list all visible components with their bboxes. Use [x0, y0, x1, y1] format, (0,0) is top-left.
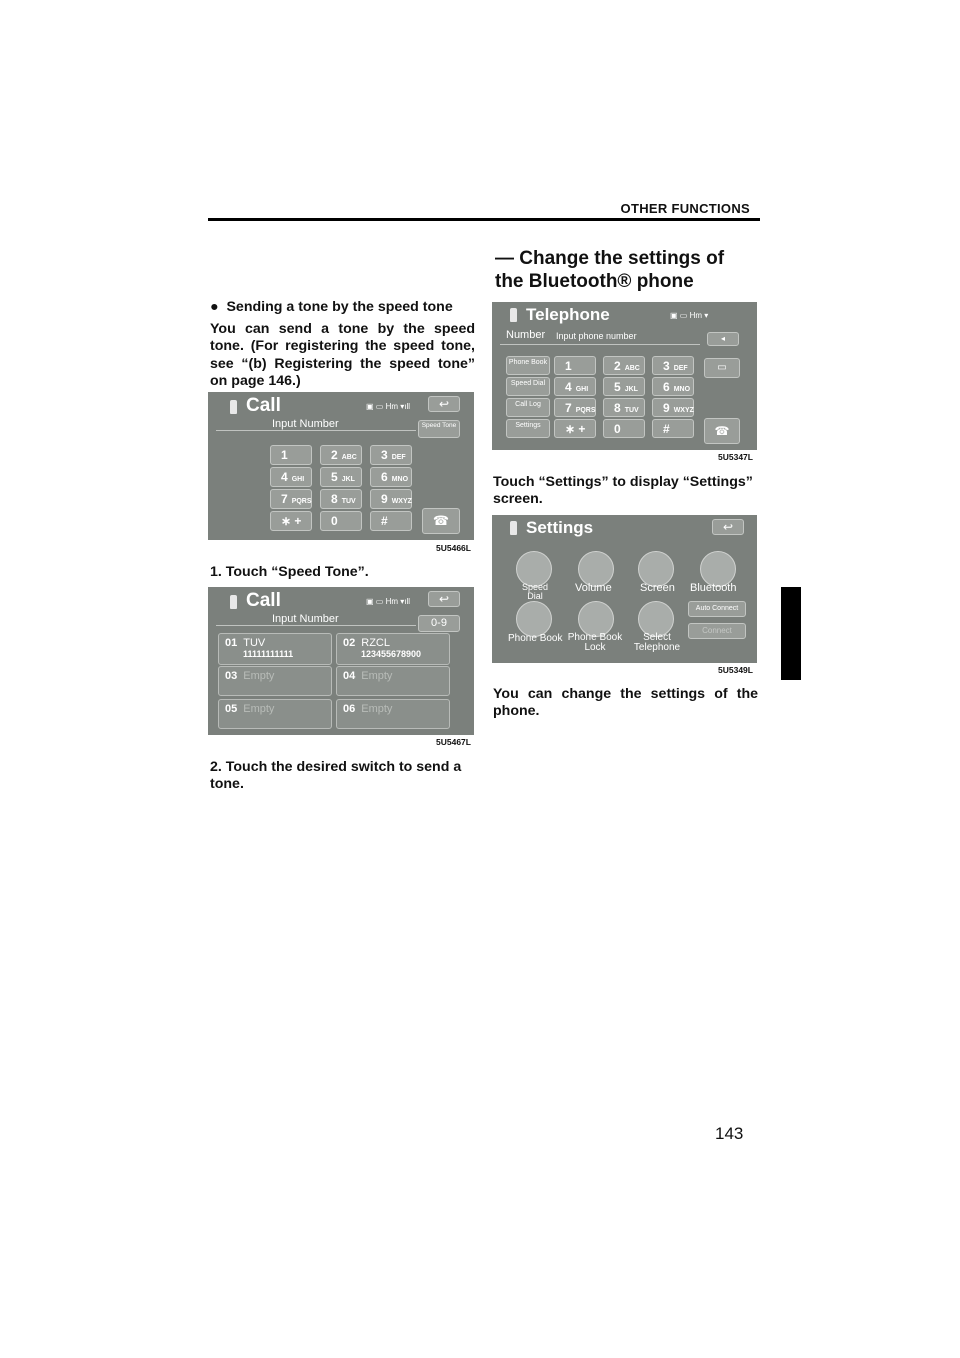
slot-tone-number: 123455678900: [361, 649, 422, 659]
key-digit: 6: [663, 380, 670, 394]
key-12[interactable]: [652, 419, 694, 438]
key-7[interactable]: [554, 398, 596, 417]
key-digit: 5: [331, 470, 338, 484]
key-8[interactable]: [603, 398, 645, 417]
back-arrow-icon: ↩: [722, 520, 734, 534]
speed-tone-slot-06[interactable]: [336, 699, 450, 729]
slot-number: 05: [225, 703, 238, 715]
window-button[interactable]: [704, 358, 740, 378]
section-heading: — Change the settings of the Bluetooth® phone: [495, 248, 725, 292]
key-digit: 8: [614, 401, 621, 415]
key-digit: 9: [381, 492, 388, 506]
speed-tone-slot-02[interactable]: [336, 633, 450, 665]
key-digit: 0: [614, 422, 621, 436]
key-5[interactable]: [603, 377, 645, 396]
key-3[interactable]: [652, 356, 694, 375]
key-letters: PQRS: [291, 498, 312, 505]
key-digit: 7: [565, 401, 572, 415]
status-icons: ▣ ▭ Hm ▾: [670, 311, 709, 320]
key-digit: 4: [281, 470, 288, 484]
slot-name: Empty: [243, 703, 275, 715]
key-letters: MNO: [673, 386, 691, 393]
slot-number: 06: [343, 703, 356, 715]
figure-code: 5U5349L: [715, 665, 756, 676]
slot-number: 01: [225, 637, 238, 649]
input-number-label: Input Number: [272, 418, 339, 430]
handset-icon: ☎: [714, 424, 730, 438]
phone-book-label: Phone Book: [508, 633, 563, 644]
key-10[interactable]: [554, 419, 596, 438]
key-11[interactable]: [320, 511, 362, 531]
auto-connect-button[interactable]: Auto Connect: [688, 601, 746, 617]
figure-code: 5U5466L: [433, 543, 474, 554]
menu-item-4[interactable]: Settings: [506, 419, 550, 438]
key-digit: 6: [381, 470, 388, 484]
key-digit: 4: [565, 380, 572, 394]
handset-icon: ☎: [432, 513, 450, 528]
speed-tone-slot-03[interactable]: [218, 666, 332, 696]
key-7[interactable]: [270, 489, 312, 509]
back-arrow-icon: ↩: [438, 592, 450, 606]
screen-title: Call: [246, 395, 281, 416]
phone-icon: [230, 400, 237, 414]
step-2: 2. Touch the desired switch to send a tone.: [210, 759, 462, 793]
key-10[interactable]: [270, 511, 312, 531]
key-9[interactable]: [370, 489, 412, 509]
key-letters: JKL: [624, 386, 638, 393]
call-screen-keypad: [208, 392, 474, 540]
change-settings-text: You can change the settings of the phone.: [493, 686, 758, 720]
key-digit: 2: [331, 448, 338, 462]
settings-screen: [492, 515, 757, 663]
bullet-icon: ●: [210, 299, 219, 315]
key-letters: MNO: [391, 476, 409, 483]
key-digit: 1: [281, 448, 288, 462]
touch-settings-text: Touch “Settings” to display “Settings” screen.: [493, 474, 753, 508]
key-12[interactable]: [370, 511, 412, 531]
hangup-button[interactable]: [704, 418, 740, 444]
phone-book-lock-label: Phone Book Lock: [567, 632, 623, 653]
speed-tone-button[interactable]: Speed Tone: [418, 420, 460, 438]
phone-icon: [510, 521, 517, 535]
key-1[interactable]: [554, 356, 596, 375]
menu-item-2[interactable]: Speed Dial: [506, 377, 550, 396]
menu-item-3[interactable]: Call Log: [506, 398, 550, 417]
key-letters: GHI: [291, 476, 305, 483]
step-1: 1. Touch “Speed Tone”.: [210, 564, 369, 580]
phone-book-icon[interactable]: [516, 601, 552, 637]
speed-tone-slot-04[interactable]: [336, 666, 450, 696]
input-line: [216, 625, 416, 626]
key-9[interactable]: [652, 398, 694, 417]
screen-label: Screen: [640, 582, 675, 594]
slot-number: 03: [225, 670, 238, 682]
key-6[interactable]: [652, 377, 694, 396]
screen-title: Call: [246, 590, 281, 611]
range-button[interactable]: 0-9: [418, 615, 460, 632]
key-4[interactable]: [554, 377, 596, 396]
slot-number: 04: [343, 670, 356, 682]
key-digit: 3: [381, 448, 388, 462]
menu-item-1[interactable]: Phone Book: [506, 356, 550, 375]
key-digit: 1: [565, 359, 572, 373]
key-letters: WXYZ: [391, 498, 412, 505]
left-arrow-icon: ◂: [720, 334, 725, 343]
slot-name: Empty: [361, 703, 393, 715]
key-letters: ABC: [341, 454, 357, 461]
key-4[interactable]: [270, 467, 312, 487]
key-11[interactable]: [603, 419, 645, 438]
key-6[interactable]: [370, 467, 412, 487]
slot-name: TUV: [243, 637, 266, 649]
key-letters: TUV: [624, 407, 639, 414]
page-number: 143: [715, 1124, 744, 1143]
key-digit: ∗ +: [281, 514, 302, 528]
window-icon: ▭: [717, 362, 727, 373]
slot-name: RZCL: [361, 637, 390, 649]
key-letters: GHI: [575, 386, 589, 393]
input-line: [500, 344, 700, 345]
number-label: Number: [506, 329, 546, 341]
connect-button[interactable]: Connect: [688, 623, 746, 639]
speed-dial-label: Speed Dial: [521, 582, 549, 601]
intro-text: You can send a tone by the speed tone. (For registering the speed tone, see “(b) Registering the speed tone” on page 146.): [210, 321, 475, 390]
speed-tone-slot-05[interactable]: [218, 699, 332, 729]
phone-icon: [230, 595, 237, 609]
volume-label: Volume: [575, 582, 612, 594]
key-digit: 0: [331, 514, 338, 528]
key-2[interactable]: [603, 356, 645, 375]
telephone-screen: [492, 302, 757, 450]
key-digit: 3: [663, 359, 670, 373]
key-1[interactable]: [270, 445, 312, 465]
backspace-button[interactable]: [707, 332, 739, 346]
phone-icon: [510, 308, 517, 322]
key-digit: ∗ +: [565, 422, 586, 436]
chapter-tab: [781, 587, 801, 680]
input-phone-number-label: Input phone number: [556, 331, 637, 341]
input-line: [216, 430, 416, 431]
slot-name: Empty: [361, 670, 393, 682]
back-button[interactable]: [428, 396, 460, 412]
status-icons: ▣ ▭ Hm ▾ıll: [366, 597, 411, 606]
key-letters: WXYZ: [673, 407, 694, 414]
key-digit: #: [381, 514, 388, 528]
key-digit: 7: [281, 492, 288, 506]
key-letters: JKL: [341, 476, 355, 483]
key-digit: 2: [614, 359, 621, 373]
bullet-heading: ● Sending a tone by the speed tone: [210, 299, 453, 315]
key-digit: 5: [614, 380, 621, 394]
speed-tone-slot-01[interactable]: [218, 633, 332, 665]
key-letters: DEF: [391, 454, 406, 461]
header-rule: [208, 218, 760, 221]
select-telephone-label: Select Telephone: [633, 632, 681, 653]
slot-name: Empty: [243, 670, 275, 682]
back-arrow-icon: ↩: [438, 397, 450, 411]
key-5[interactable]: [320, 467, 362, 487]
key-letters: PQRS: [575, 407, 596, 414]
key-3[interactable]: [370, 445, 412, 465]
back-button[interactable]: [712, 519, 744, 535]
status-icons: ▣ ▭ Hm ▾ıll: [366, 402, 411, 411]
key-8[interactable]: [320, 489, 362, 509]
input-number-label: Input Number: [272, 613, 339, 625]
bluetooth-label: Bluetooth: [690, 582, 737, 594]
key-digit: 9: [663, 401, 670, 415]
call-button[interactable]: [422, 508, 460, 534]
key-digit: 8: [331, 492, 338, 506]
key-letters: ABC: [624, 365, 640, 372]
figure-code: 5U5467L: [433, 737, 474, 748]
screen-title: Telephone: [526, 305, 610, 324]
slot-number: 02: [343, 637, 356, 649]
call-screen-speed-tone: [208, 587, 474, 735]
slot-tone-number: 11111111111: [243, 649, 294, 659]
section-header: OTHER FUNCTIONS: [620, 201, 750, 216]
key-2[interactable]: [320, 445, 362, 465]
key-digit: #: [663, 422, 670, 436]
screen-title: Settings: [526, 518, 594, 537]
figure-code: 5U5347L: [715, 452, 756, 463]
key-letters: DEF: [673, 365, 688, 372]
key-letters: TUV: [341, 498, 356, 505]
back-button[interactable]: [428, 591, 460, 607]
